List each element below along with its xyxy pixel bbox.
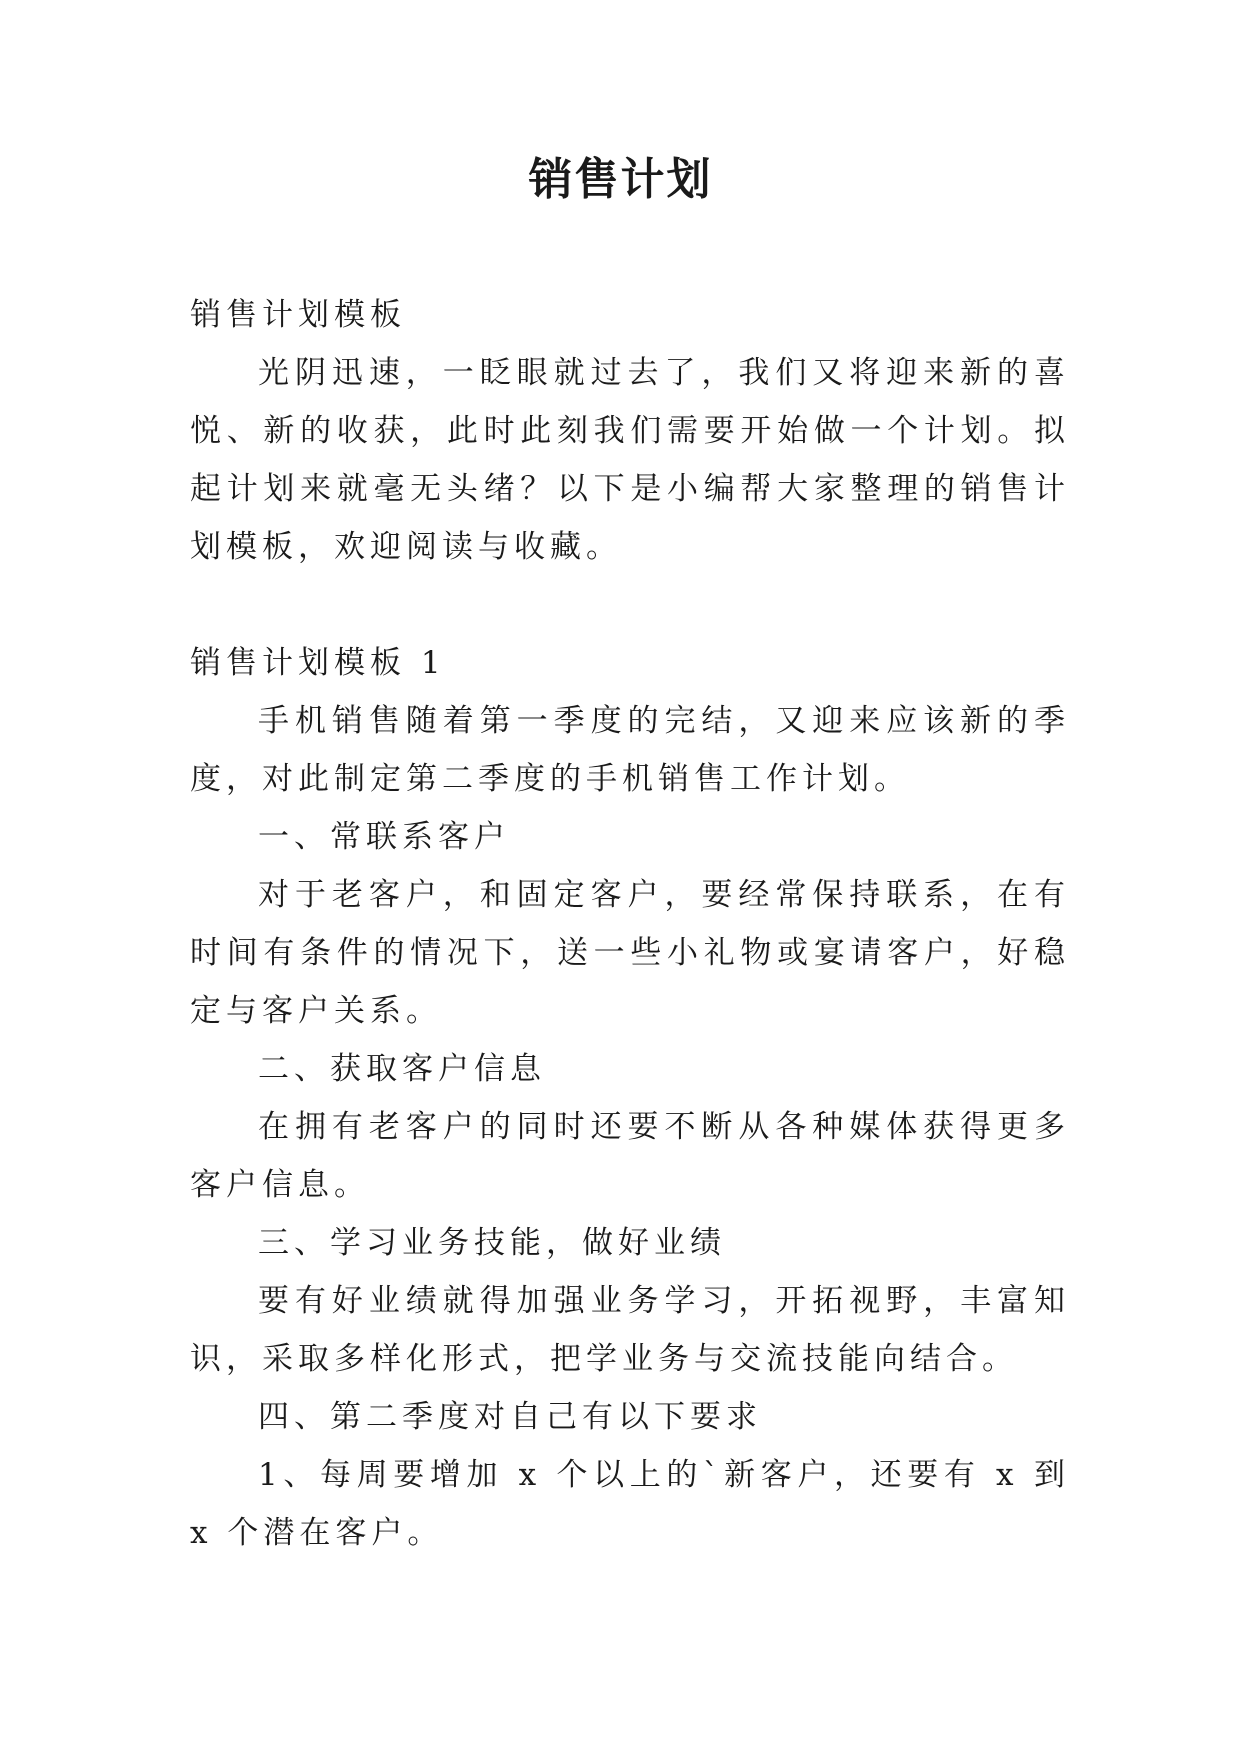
body-paragraph: 在拥有老客户的同时还要不断从各种媒体获得更多客户信息。 <box>190 1109 1070 1203</box>
list-heading: 一、常联系客户 <box>258 819 510 855</box>
body-paragraph: 1、每周要增加 x 个以上的`新客户，还要有 x 到 x 个潜在客户。 <box>190 1457 1070 1551</box>
list-heading: 三、学习业务技能，做好业绩 <box>258 1225 726 1261</box>
intro-paragraph: 光阴迅速，一眨眼就过去了，我们又将迎来新的喜悦、新的收获，此时此刻我们需要开始做一个计划。拟起计划来就毫无头绪？以下是小编帮大家整理的销售计划模板，欢迎阅读与收藏。 <box>190 355 1070 565</box>
section-heading: 销售计划模板 <box>190 297 406 333</box>
document-body <box>190 286 1070 1562</box>
body-paragraph: 手机销售随着第一季度的完结，又迎来应该新的季度，对此制定第二季度的手机销售工作计划。 <box>190 703 1070 797</box>
section-heading: 销售计划模板 1 <box>190 645 446 681</box>
list-heading: 四、第二季度对自己有以下要求 <box>258 1399 762 1435</box>
body-paragraph: 要有好业绩就得加强业务学习，开拓视野，丰富知识，采取多样化形式，把学业务与交流技能向结合。 <box>190 1283 1070 1377</box>
list-heading: 二、获取客户信息 <box>258 1051 546 1087</box>
body-paragraph: 对于老客户，和固定客户，要经常保持联系，在有时间有条件的情况下，送一些小礼物或宴请客户，好稳定与客户关系。 <box>190 877 1070 1029</box>
document-title: 销售计划 <box>528 154 713 205</box>
